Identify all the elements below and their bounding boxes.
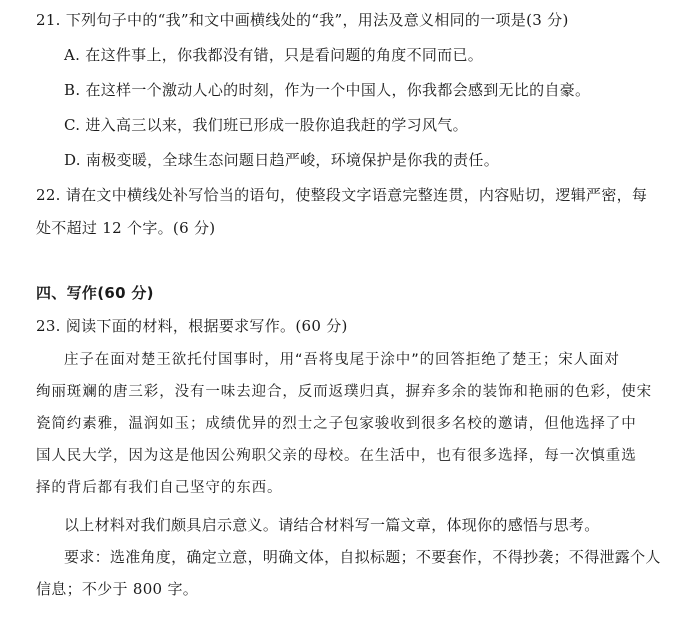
writing-prompt: 以上材料对我们颇具启示意义。请结合材料写一篇文章，体现你的感悟与思考。 <box>64 516 600 534</box>
question-22-line-1: 22. 请在文中横线处补写恰当的语句，使整段文字语意完整连贯，内容贴切，逻辑严密，每 <box>36 186 648 204</box>
question-21-option-d: D. 南极变暖，全球生态问题日趋严峻，环境保护是你我的责任。 <box>64 151 500 169</box>
question-21-option-b: B. 在这样一个激动人心的时刻，作为一个中国人，你我都会感到无比的自豪。 <box>64 81 591 99</box>
question-21-stem: 21. 下列句子中的“我”和文中画横线处的“我”，用法及意义相同的一项是(3 分) <box>36 11 569 29</box>
question-22-line-2: 处不超过 12 个字。(6 分) <box>36 219 216 237</box>
requirements-line-1: 要求：选准角度，确定立意，明确文体，自拟标题；不要套作，不得抄袭；不得泄露个人 <box>64 548 661 566</box>
requirements-line-2: 信息；不少于 800 字。 <box>36 580 199 598</box>
section-4-heading: 四、写作(60 分) <box>36 284 154 302</box>
question-21-option-c: C. 进入高三以来，我们班已形成一股你追我赶的学习风气。 <box>64 116 468 134</box>
question-21-option-a: A. 在这件事上，你我都没有错，只是看问题的角度不同而已。 <box>64 46 484 64</box>
material-line-4: 国人民大学，因为这是他因公殉职父亲的母校。在生活中，也有很多选择，每一次慎重选 <box>36 448 637 464</box>
material-line-5: 择的背后都有我们自己坚守的东西。 <box>36 480 283 496</box>
material-line-1: 庄子在面对楚王欲托付国事时，用“吾将曳尾于涂中”的回答拒绝了楚王；宋人面对 <box>64 352 620 368</box>
material-line-3: 瓷简约素雅，温润如玉；成绩优异的烈士之子包家骏收到很多名校的邀请，但他选择了中 <box>36 416 637 432</box>
material-line-2: 绚丽斑斓的唐三彩，没有一味去迎合，反而返璞归真，摒弃多余的装饰和艳丽的色彩，使宋 <box>36 384 652 400</box>
question-23-stem: 23. 阅读下面的材料，根据要求写作。(60 分) <box>36 317 348 335</box>
